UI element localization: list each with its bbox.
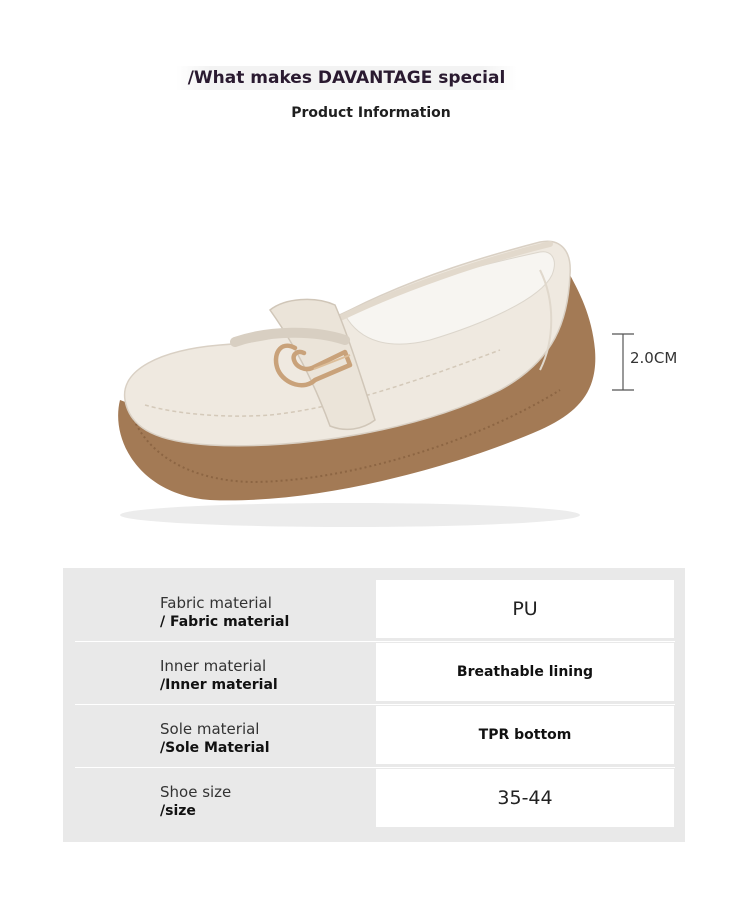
spec-label-english: /Inner material — [160, 677, 278, 693]
spec-label: Fabric material — [160, 594, 272, 612]
section-heading — [0, 66, 693, 90]
spec-label: Shoe size — [160, 783, 232, 801]
spec-value: PU — [376, 580, 674, 638]
spec-label-english: /Sole Material — [160, 740, 270, 756]
spec-value: TPR bottom — [376, 706, 674, 764]
height-dimension-label: 2.0CM — [630, 349, 678, 367]
spec-table — [63, 568, 685, 842]
spec-divider — [75, 704, 675, 705]
section-subheading: Product Information — [291, 105, 451, 121]
spec-label-cell — [75, 769, 365, 827]
spec-value: 35-44 — [376, 769, 674, 827]
spec-label: Sole material — [160, 720, 260, 738]
section-heading-text: /What makes DAVANTAGE special — [176, 66, 518, 90]
spec-label-cell — [75, 706, 365, 764]
spec-value: Breathable lining — [376, 643, 674, 701]
spec-row-sole — [75, 706, 675, 764]
spec-label-cell — [75, 643, 365, 701]
spec-label-cell — [75, 580, 365, 638]
spec-label-english: / Fabric material — [160, 614, 290, 630]
spec-divider — [75, 767, 675, 768]
spec-divider — [75, 641, 675, 642]
shoe-product-image — [100, 230, 620, 530]
spec-row-fabric — [75, 580, 675, 638]
shoe-shadow — [120, 503, 580, 527]
spec-label: Inner material — [160, 657, 267, 675]
spec-row-size — [75, 769, 675, 827]
spec-label-english: /size — [160, 803, 196, 819]
spec-row-inner — [75, 643, 675, 701]
